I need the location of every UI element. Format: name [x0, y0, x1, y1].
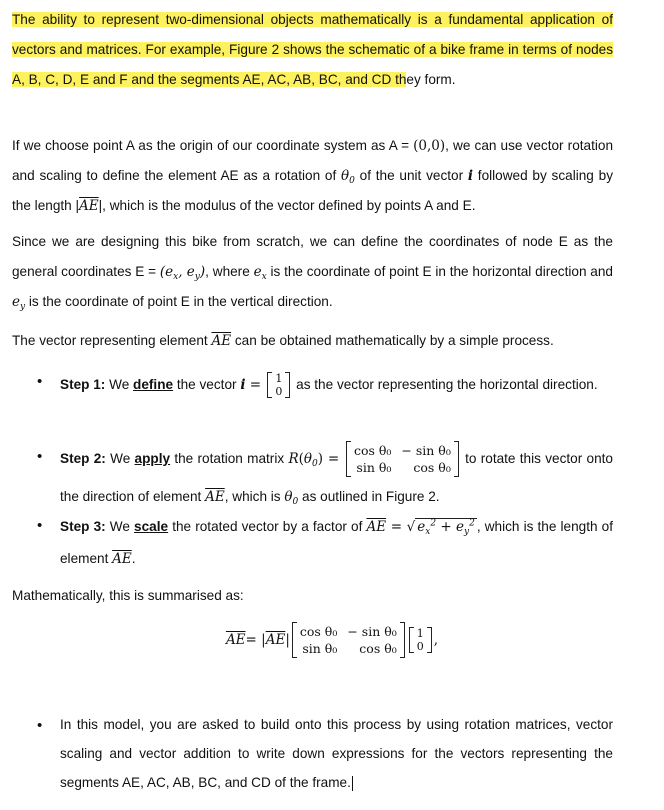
math-i-vector: i — [240, 377, 246, 393]
display-equation[interactable] — [0, 622, 664, 658]
math-ex: $e_x$ — [253, 264, 267, 282]
math-eq: = — [245, 377, 266, 393]
unit-vector-matrix: 1 0 — [267, 372, 290, 398]
intro-rest: ey form. — [406, 72, 456, 87]
rotation-matrix: cos θ₀ − sin θ₀ sin θ₀ cos θ₀ — [346, 441, 459, 477]
list-item-final[interactable] — [60, 710, 613, 797]
math-eq: = — [323, 451, 344, 467]
math-R: R — [288, 451, 299, 467]
bullet-final: • — [37, 717, 43, 734]
math-ae: $\overline{AE}$ — [225, 632, 246, 648]
text-run: We — [105, 519, 135, 534]
step-label: Step 2: — [60, 451, 106, 466]
bullet-step3: • — [37, 517, 43, 534]
text-run: Mathematically, this is summarised as: — [12, 588, 244, 603]
math-ae: $\overline{AE}$ — [211, 333, 232, 349]
text-run: , where — [205, 264, 254, 279]
math-ae: $\overline{AE}$ — [366, 519, 387, 535]
math-bar: | — [285, 632, 290, 648]
step-label: Step 1: — [60, 377, 106, 392]
text-run: We — [105, 377, 134, 392]
text-run: is the coordinate of point E in the horizontal direction and — [266, 264, 613, 279]
text-run: is the coordinate of point E in the vertical direction. — [25, 294, 333, 309]
bullet-step1: • — [37, 373, 43, 390]
math-theta0: $\theta_0$ — [303, 451, 318, 469]
text-run: to rotate this vector onto the direction of element — [60, 451, 613, 504]
math-ex-ey: ($e_x$, $e_y$) — [159, 264, 206, 282]
text-run: If we choose point A as the origin of our coordinate system as A = — [12, 138, 414, 153]
text-run: the rotated vector by a factor of — [168, 519, 367, 534]
math-origin: (0,0) — [413, 138, 446, 154]
text-run: as outlined in Figure 2. — [298, 489, 440, 504]
text-run: |, which is the modulus of the vector defined by points A and E. — [98, 198, 476, 213]
paragraph-coordinates[interactable] — [12, 227, 613, 317]
text-run: the rotation matrix — [170, 451, 289, 466]
text-run: , which is — [224, 489, 285, 504]
math-theta0: $\theta_0$ — [284, 489, 299, 507]
text-run: Since we are designing this bike from scratch, we can define the coordinates of node E as the general coordinates E = — [12, 234, 613, 279]
text-cursor — [352, 776, 353, 791]
list-item-step2[interactable] — [60, 440, 613, 516]
text-run: of the unit vector — [354, 168, 468, 183]
step-verb: apply — [134, 451, 171, 466]
unit-vector-matrix: 1 0 — [409, 627, 432, 653]
step-verb: define — [133, 377, 174, 392]
paragraph-intro[interactable] — [12, 5, 613, 95]
highlighted-text: The ability to represent two-dimensional objects mathematically is a fundamental application of vectors and matrices. For example, Figure 2 shows the schematic of a bike frame in terms of nodes A, B, C, D, E and F and the segments AE, AC, AB, BC, and CD th — [12, 12, 613, 87]
step-verb: scale — [134, 519, 169, 534]
text-run: In this model, you are asked to build onto this process by using rotation matrices, vector scaling and vector addition to write down expressions for the vectors representing the segments AE, AC, AB, BC, and CD of the frame. — [60, 717, 613, 790]
math-ae: $\overline{AE}$ — [79, 198, 99, 214]
paragraph-summary[interactable] — [12, 581, 613, 611]
math-paren: ) — [317, 451, 324, 467]
math-sqrt: √ $e_x^2 + e_y^2$ — [406, 518, 475, 537]
text-run: the vector — [173, 377, 241, 392]
text-run: can be obtained mathematically by a simple process. — [231, 333, 554, 348]
math-ey: $e_y$ — [12, 294, 26, 312]
text-run: , we can use vector rotation and scaling to define the element AE as a rotation of — [12, 138, 614, 183]
text-run: . — [131, 551, 136, 566]
step-label: Step 3: — [60, 519, 106, 534]
text-run: followed by scaling by the length | — [12, 168, 613, 213]
math-paren: ( — [298, 451, 304, 467]
rotation-matrix: cos θ₀ − sin θ₀ sin θ₀ cos θ₀ — [292, 622, 405, 658]
paragraph-origin[interactable] — [12, 131, 613, 221]
bullet-step2: • — [37, 448, 43, 465]
math-eq: = | — [245, 632, 266, 648]
math-i-vector: i — [467, 168, 474, 184]
text-run: , which is the length of element — [60, 519, 613, 566]
math-ae: $\overline{AE}$ — [112, 551, 132, 567]
paragraph-process[interactable] — [12, 326, 613, 356]
text-run: The vector representing element — [12, 333, 212, 348]
math-comma: , — [433, 632, 439, 648]
math-theta0: $\theta_0$ — [341, 168, 355, 186]
text-run: We — [105, 451, 135, 466]
text-run: as the vector representing the horizontal direction. — [292, 377, 598, 392]
math-ae: $\overline{AE}$ — [205, 489, 225, 505]
list-item-step3[interactable] — [60, 511, 613, 575]
list-item-step1[interactable] — [60, 368, 613, 402]
math-ae: $\overline{AE}$ — [265, 632, 286, 648]
math-eq: = — [386, 519, 407, 535]
